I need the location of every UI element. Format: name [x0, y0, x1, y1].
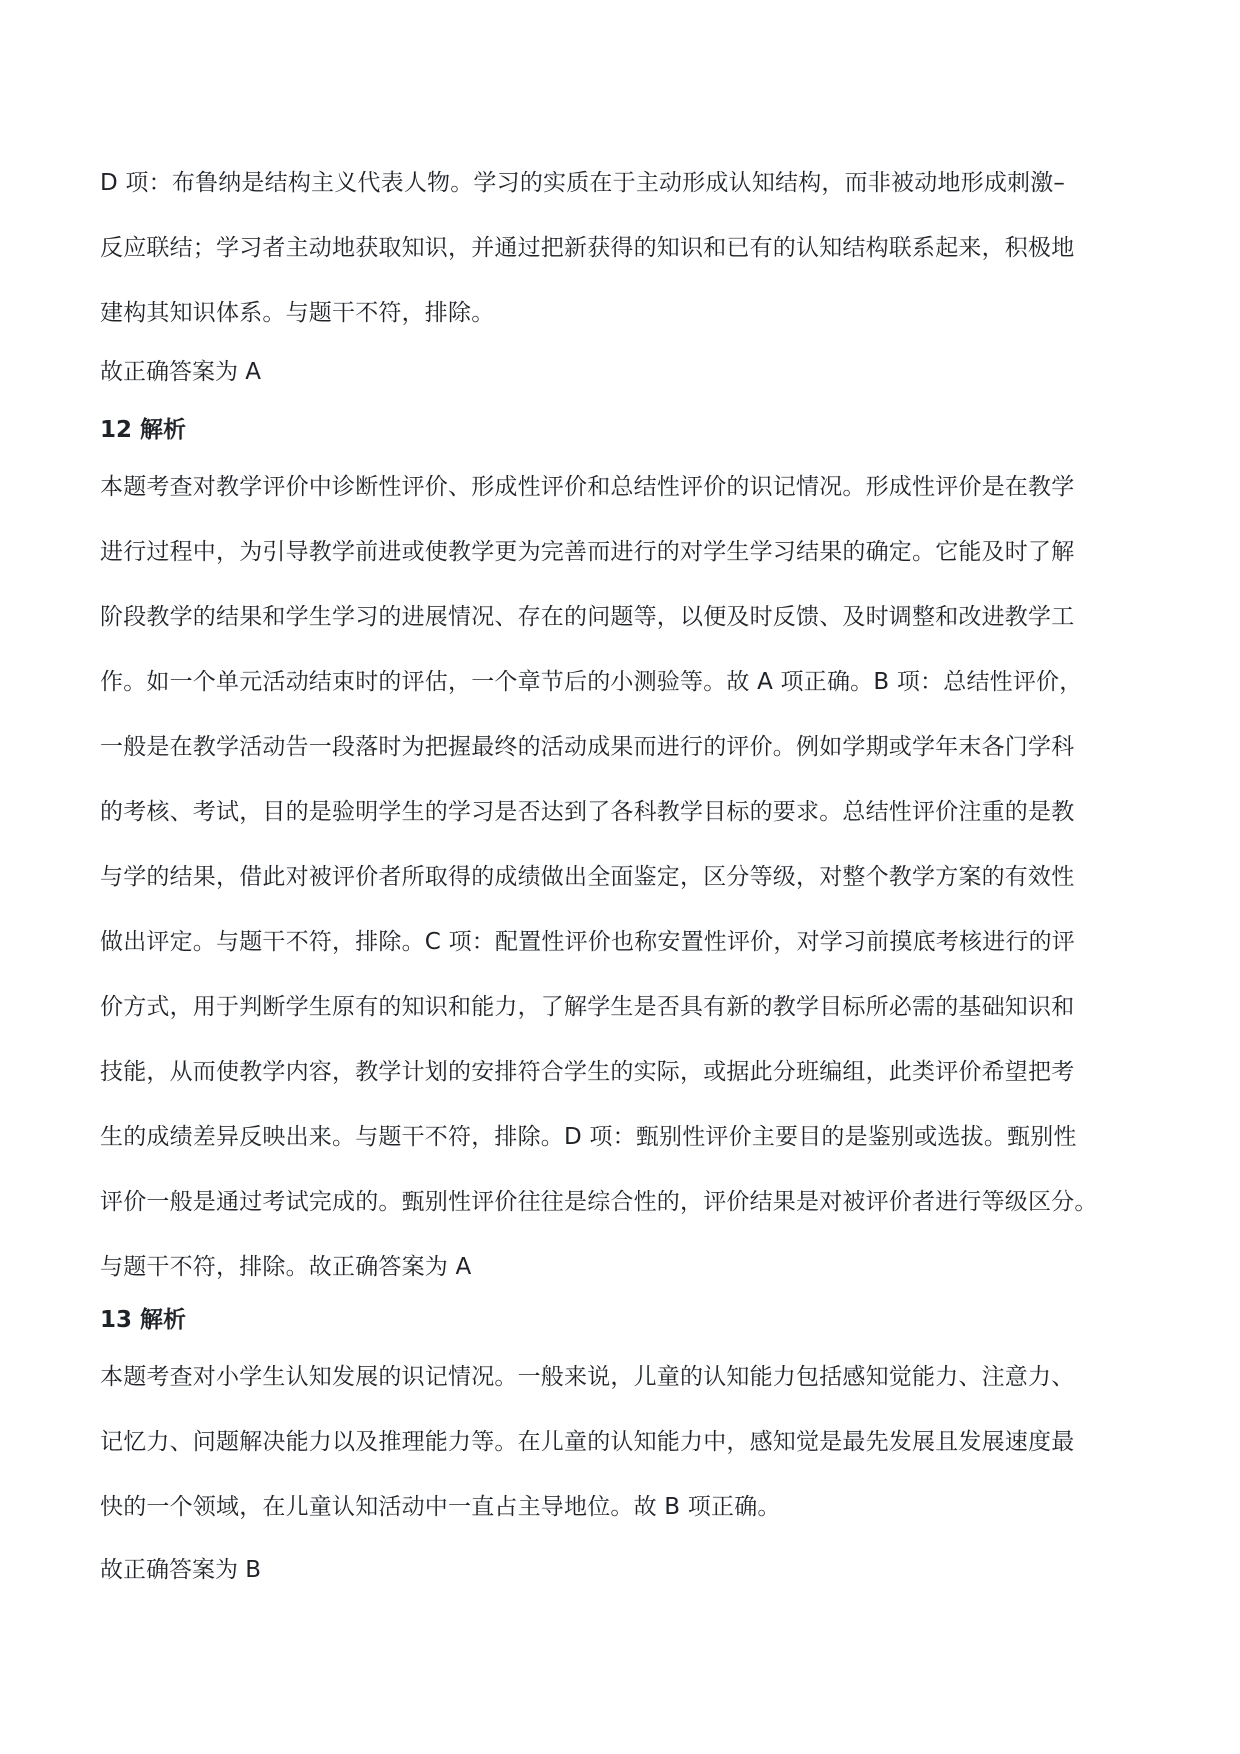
- paragraph-line: 与题干不符，排除。故正确答案为 A: [100, 1254, 472, 1280]
- paragraph-line: 进行过程中，为引导教学前进或使教学更为完善而进行的对学生学习结果的确定。它能及时了解: [100, 539, 1075, 565]
- paragraph-line: 快的一个领域，在儿童认知活动中一直占主导地位。故 B 项正确。: [100, 1494, 781, 1520]
- paragraph-line: D 项：布鲁纳是结构主义代表人物。学习的实质在于主动形成认知结构，而非被动地形成刺激–: [100, 170, 1066, 196]
- prev-explanation-paragraph: [100, 151, 1170, 346]
- q12-explanation-paragraph: [100, 455, 1170, 1300]
- paragraph-line: 建构其知识体系。与题干不符，排除。: [100, 300, 495, 326]
- paragraph-line: 价方式，用于判断学生原有的知识和能力，了解学生是否具有新的教学目标所必需的基础知识和: [100, 994, 1075, 1020]
- q12-heading: 12 解析: [100, 417, 187, 443]
- paragraph-line: 的考核、考试，目的是验明学生的学习是否达到了各科教学目标的要求。总结性评价注重的是教: [100, 799, 1075, 825]
- prev-answer: 故正确答案为 A: [100, 359, 262, 385]
- paragraph-line: 本题考查对小学生认知发展的识记情况。一般来说，儿童的认知能力包括感知觉能力、注意力、: [100, 1364, 1075, 1390]
- paragraph-line: 技能，从而使教学内容，教学计划的安排符合学生的实际，或据此分班编组，此类评价希望把考: [100, 1059, 1075, 1085]
- paragraph-line: 生的成绩差异反映出来。与题干不符，排除。D 项：甄别性评价主要目的是鉴别或选拔。甄别性: [100, 1124, 1077, 1150]
- q13-explanation-paragraph: [100, 1345, 1170, 1540]
- paragraph-line: 反应联结；学习者主动地获取知识，并通过把新获得的知识和已有的认知结构联系起来，积极地: [100, 235, 1075, 261]
- paragraph-line: 一般是在教学活动告一段落时为把握最终的活动成果而进行的评价。例如学期或学年末各门学科: [100, 734, 1075, 760]
- paragraph-line: 记忆力、问题解决能力以及推理能力等。在儿童的认知能力中，感知觉是最先发展且发展速度最: [100, 1429, 1075, 1455]
- paragraph-line: 作。如一个单元活动结束时的评估，一个章节后的小测验等。故 A 项正确。B 项：总结性评价，: [100, 669, 1083, 695]
- q13-answer: 故正确答案为 B: [100, 1557, 262, 1583]
- paragraph-line: 与学的结果，借此对被评价者所取得的成绩做出全面鉴定，区分等级，对整个教学方案的有效性: [100, 864, 1075, 890]
- q13-heading: 13 解析: [100, 1307, 187, 1333]
- paragraph-line: 阶段教学的结果和学生学习的进展情况、存在的问题等，以便及时反馈、及时调整和改进教学工: [100, 604, 1075, 630]
- paragraph-line: 做出评定。与题干不符，排除。C 项：配置性评价也称安置性评价，对学习前摸底考核进行的评: [100, 929, 1075, 955]
- paragraph-line: 本题考查对教学评价中诊断性评价、形成性评价和总结性评价的识记情况。形成性评价是在教学: [100, 474, 1075, 500]
- paragraph-line: 评价一般是通过考试完成的。甄别性评价往往是综合性的，评价结果是对被评价者进行等级区分。: [100, 1189, 1098, 1215]
